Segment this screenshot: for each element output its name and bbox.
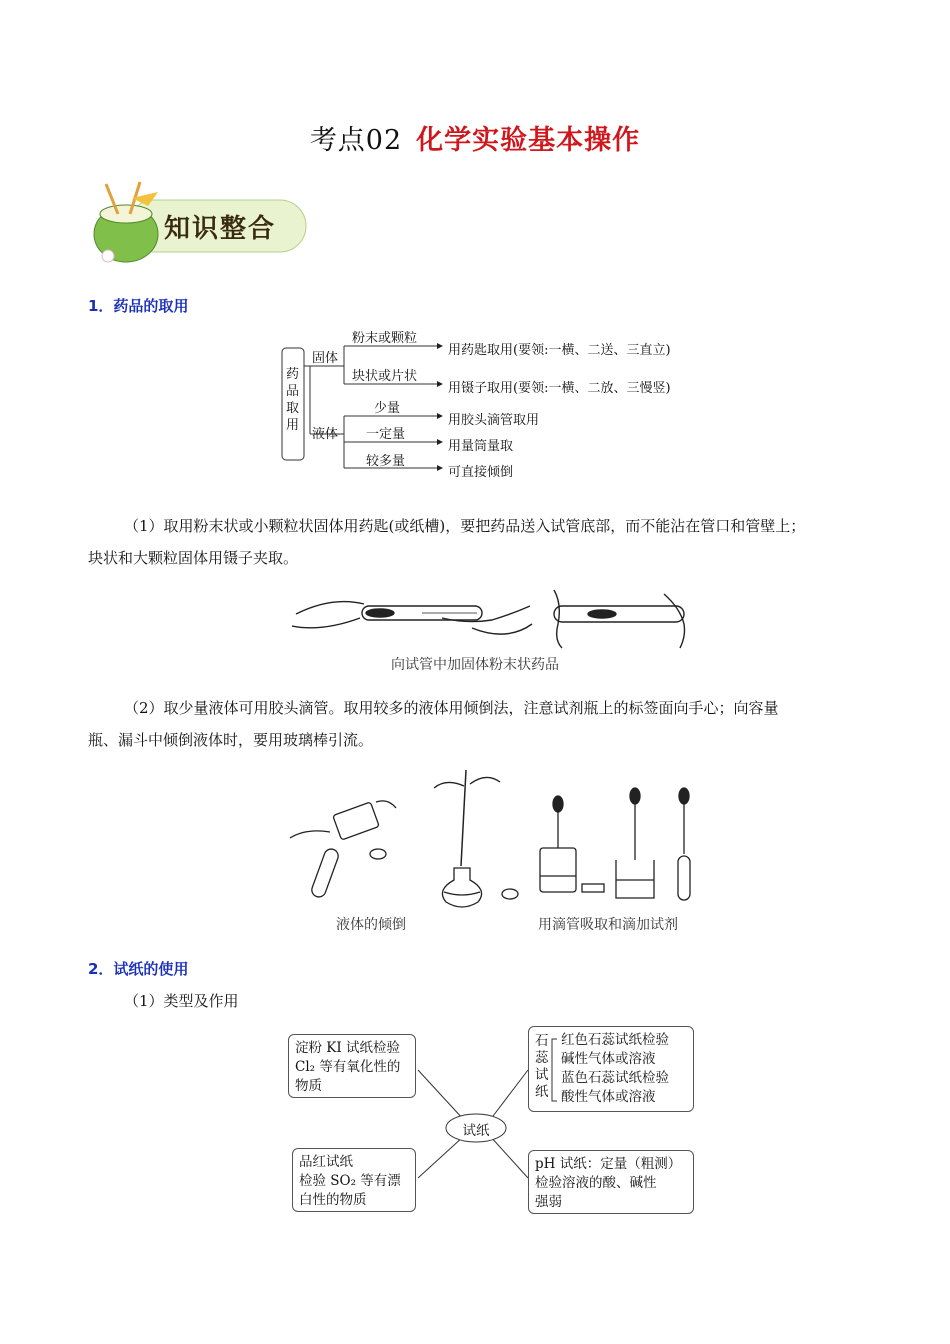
box-litmus-paper — [528, 1026, 694, 1112]
section2-heading: 2．试纸的使用 — [88, 960, 189, 978]
title-prefix: 考点02 — [309, 125, 403, 156]
p1-line1: （1）取用粉末状或小颗粒状固体用药匙(或纸槽)，要把药品送入试管底部，而不能沾在管口和管壁上； — [124, 517, 806, 535]
box-tr-line: 红色石蕊试纸检验 — [561, 1032, 669, 1048]
box-tr-line: 蓝色石蕊试纸检验 — [561, 1070, 669, 1086]
tree-powder-method: 用药匙取用(要领:一横、二送、三直立) — [448, 343, 671, 358]
box-magenta-paper — [292, 1148, 416, 1212]
tree-liquid: 液体 — [312, 427, 339, 442]
paragraph-2 — [88, 692, 878, 756]
box-ph-paper — [528, 1150, 694, 1214]
caption-2b: 用滴管吸取和滴加试剂 — [538, 917, 678, 933]
tree-powder: 粉末或颗粒 — [352, 331, 418, 346]
paragraph-1 — [88, 510, 878, 574]
box-bl-line: 白性的物质 — [299, 1192, 367, 1208]
tree-certain-method: 用量筒量取 — [448, 439, 514, 454]
p1-line2: 块状和大颗粒固体用镊子夹取。 — [88, 549, 299, 567]
map-center: 试纸 — [462, 1123, 490, 1139]
test-tube-illustration — [292, 584, 692, 650]
caption-1: 向试管中加固体粉末状药品 — [391, 657, 559, 673]
box-starch-ki — [288, 1034, 416, 1098]
section2-sub: （1）类型及作用 — [124, 992, 239, 1010]
p2-line2: 瓶、漏斗中倾倒液体时，要用玻璃棒引流。 — [88, 731, 374, 749]
box-br-line: 检验溶液的酸、碱性 — [535, 1175, 657, 1191]
tree-small-method: 用胶头滴管取用 — [448, 413, 540, 428]
box-tl-line: 淀粉 KI 试纸检验 — [295, 1040, 401, 1056]
tree-block-method: 用镊子取用(要领:一横、二放、三慢竖) — [448, 381, 671, 396]
box-bl-line: 品红试纸 — [299, 1154, 353, 1170]
powder-illustration — [292, 584, 692, 650]
knowledge-banner — [88, 178, 308, 270]
p2-line1: （2）取少量液体可用胶头滴管。取用较多的液体用倾倒法，注意试剂瓶上的标签面向手心；向容量 — [124, 699, 779, 717]
test-paper-map — [288, 1024, 708, 1216]
liquid-illustration — [286, 768, 706, 908]
litmus-label: 石蕊试纸 — [535, 1033, 549, 1100]
box-tr-line: 酸性气体或溶液 — [561, 1089, 656, 1105]
litmus-brace — [549, 1037, 559, 1103]
box-br-line: 强弱 — [535, 1194, 562, 1210]
caption-2a: 液体的倾倒 — [336, 917, 406, 933]
title-main: 化学实验基本操作 — [416, 125, 641, 156]
tree-root: 药品取用 — [286, 367, 300, 433]
pouring-illustration — [286, 768, 706, 908]
page-title — [0, 118, 950, 157]
box-tr-line: 碱性气体或溶液 — [561, 1051, 656, 1067]
section1-heading: 1．药品的取用 — [88, 297, 189, 315]
tree-block: 块状或片状 — [352, 369, 418, 384]
tree-small: 少量 — [374, 401, 401, 416]
tree-more: 较多量 — [366, 454, 406, 469]
reagent-tree — [280, 326, 720, 480]
banner-text: 知识整合 — [164, 214, 277, 244]
box-br-line: pH 试纸：定量（粗测） — [535, 1156, 682, 1172]
tree-certain: 一定量 — [366, 427, 406, 442]
tree-solid: 固体 — [312, 351, 339, 366]
tree-more-method: 可直接倾倒 — [448, 465, 514, 480]
box-tl-line: Cl₂ 等有氧化性的 — [295, 1059, 401, 1075]
box-tl-line: 物质 — [295, 1078, 322, 1094]
box-bl-line: 检验 SO₂ 等有漂 — [299, 1173, 401, 1189]
